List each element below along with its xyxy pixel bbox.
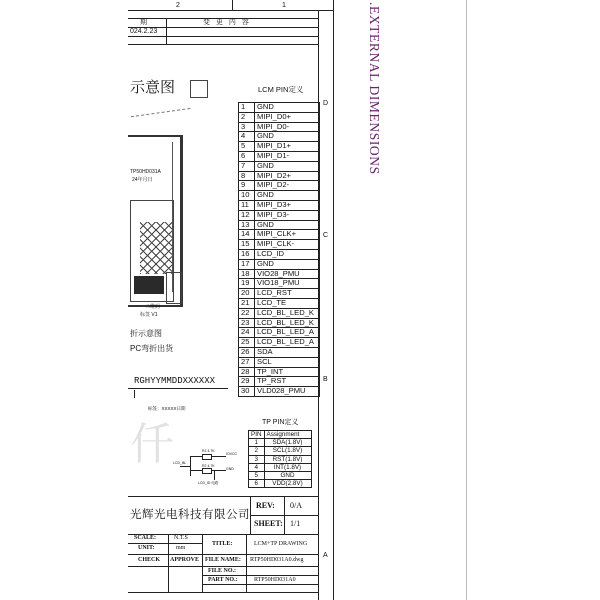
title-label: TITLE: [212,541,233,547]
filename-label: FILE NAME: [205,557,241,563]
company-name: 光辉光电科技有限公司 [130,509,250,521]
title-box [190,80,208,98]
tp-pin-row [249,480,312,488]
lcm-pin-number: 11 [239,200,255,210]
chip-label-2: 24年月日 [132,177,153,183]
lcm-pin-row [239,181,320,191]
lcm-pin-number: 12 [239,210,255,220]
lcm-pin-number: 17 [239,259,255,269]
scale-value: N.T.S [174,535,188,541]
lcm-pin-signal: MIPI_D1+ [255,142,320,152]
lcm-pin-number: 8 [239,171,255,181]
page-border-right [466,0,467,600]
partno-label: PART NO.: [208,577,238,583]
lcm-pin-signal: MIPI_D0- [255,122,320,132]
lcm-pin-row [239,210,320,220]
lcm-pin-number: 28 [239,367,255,377]
tp-pin-number: 1 [249,439,265,447]
circuit-vdd: IOVCC [226,452,238,456]
lcm-pin-number: 18 [239,269,255,279]
lcm-pin-signal: TP_INT [255,367,320,377]
tiny-code: 标签：XXXXX日期 [148,406,186,411]
fpc-bracket [166,272,182,304]
lcm-pin-signal: MIPI_CLK+ [255,230,320,240]
revision-date-header: 期 [140,19,147,26]
tp-pin-row [249,472,312,480]
fpc-connector [134,276,164,294]
frame-top [128,10,334,11]
lcm-pin-signal: GND [255,103,320,113]
lcm-pin-number: 1 [239,103,255,113]
lcm-pin-signal: SCL [255,357,320,367]
lcm-pin-number: 21 [239,298,255,308]
lcm-pin-number: 29 [239,377,255,387]
lcm-pin-signal: MIPI_D2+ [255,171,320,181]
revision-block [128,18,318,44]
tp-pin-assignment: SDA(1.8V) [264,439,311,447]
lcm-pin-signal: MIPI_D1- [255,151,320,161]
lcm-pin-number: 23 [239,318,255,328]
tp-pin-row [249,447,312,455]
caption-bend: 折示意图 [130,329,162,338]
lcm-pin-number: 13 [239,220,255,230]
code-line: RGHYYMMDDXXXXXX [134,376,216,386]
lcm-pin-row [239,347,320,357]
tp-table-title: TP PIN定义 [262,419,299,426]
circuit-gnd: GND [226,467,234,471]
lcm-pin-number: 20 [239,289,255,299]
circuit-schematic [170,446,240,496]
lcm-pin-row [239,289,320,299]
titleblock-top [128,496,318,497]
lcm-pin-number: 22 [239,308,255,318]
lcm-pin-row [239,249,320,259]
lcm-pin-row [239,259,320,269]
zone-col-1: 1 [282,2,286,9]
tp-header-pin: PIN [249,431,265,439]
lcm-pin-number: 2 [239,112,255,122]
code-tick [134,390,135,398]
lcm-pin-signal: VIO28_PMU [255,269,320,279]
lcm-pin-row [239,142,320,152]
tp-pin-row [249,463,312,471]
watermark-glyph: 仟 [130,419,174,470]
lcm-pin-number: 24 [239,328,255,338]
lcm-pin-number: 5 [239,142,255,152]
lcm-pin-number: 7 [239,161,255,171]
approve-label: APPROVE [170,557,199,563]
lcm-pin-number: 4 [239,132,255,142]
lcm-pin-number: 14 [239,230,255,240]
lcm-pin-number: 10 [239,191,255,201]
unit-label: UNIT: [138,545,155,551]
tp-pin-assignment: SCL(1.8V) [264,447,311,455]
lcm-pin-number: 30 [239,387,255,397]
lcm-pin-row [239,161,320,171]
sheet-value: 1/1 [290,519,301,528]
lcm-pin-signal: GND [255,161,320,171]
lcm-pin-row [239,112,320,122]
lcm-pin-number: 19 [239,279,255,289]
lcm-pin-number: 26 [239,347,255,357]
zone-row-d: D [323,100,329,107]
lcm-pin-row [239,191,320,201]
lcm-pin-signal: GND [255,191,320,201]
check-label: CHECK [138,557,161,563]
lcm-pin-number: 6 [239,151,255,161]
lcm-pin-signal: LCD_RST [255,289,320,299]
fpc-hatched-area [140,222,172,274]
lcm-pin-signal: MIPI_CLK- [255,240,320,250]
tp-header-assign: Assignment [264,431,311,439]
rev-label: REV: [256,501,275,510]
lcm-pin-number: 15 [239,240,255,250]
tb-v-rev [284,496,285,534]
lcm-pin-table [238,102,320,397]
lcm-pin-row [239,151,320,161]
lcm-pin-signal: MIPI_D3+ [255,200,320,210]
zone-row-a: A [323,552,328,559]
lcm-pin-row [239,387,320,397]
lcm-pin-row [239,338,320,348]
lcm-pin-row [239,200,320,210]
lcm-pin-signal: LCD_ID [255,249,320,259]
tp-pin-number: 2 [249,447,265,455]
lcm-pin-row [239,357,320,367]
lcm-pin-signal: MIPI_D0+ [255,112,320,122]
lcm-pin-row [239,240,320,250]
label-v1: 标签 V1 [140,312,158,318]
tp-pin-row [249,455,312,463]
lcm-pin-signal: LCD_BL_LED_K [255,308,320,318]
circuit-led: LCD_BL [173,461,187,465]
side-title: .EXTERNAL DIMENSIONS [367,2,382,175]
tp-pin-assignment: INT(1.8V) [264,463,311,471]
lcm-pin-signal: LCD_BL_LED_A [255,328,320,338]
lcm-table-title: LCM PIN定义 [258,85,304,94]
lcm-pin-signal: GND [255,220,320,230]
circuit-ldo: LCD_ID 电路 [198,481,219,485]
lcm-pin-signal: GND [255,259,320,269]
lcm-pin-signal: MIPI_D3- [255,210,320,220]
zone-row-c: C [323,232,329,239]
caption-fpc: PC弯折出货 [130,344,174,353]
lcm-pin-row [239,103,320,113]
lcm-pin-signal: GND [255,132,320,142]
sheet-label: SHEET: [254,519,283,528]
tp-pin-number: 3 [249,455,265,463]
lcm-pin-number: 25 [239,338,255,348]
scale-label: SCALE: [134,535,157,541]
code-underline [128,388,228,389]
tp-pin-assignment: RST(1.8V) [264,455,311,463]
bend-label: 二维码 [145,304,161,310]
tp-table-header [249,431,312,439]
zone-divider-top [232,0,233,10]
tp-pin-assignment: GND [264,472,311,480]
lcm-pin-row [239,122,320,132]
lcm-pin-row [239,298,320,308]
lcm-pin-number: 16 [239,249,255,259]
revision-change-header: 变 更 内 容 [203,19,251,26]
rev-value: 0/A [290,501,302,510]
frame-right [333,0,334,600]
tp-pin-assignment: VDD(2.8V) [264,480,311,488]
tp-pin-number: 6 [249,480,265,488]
lcm-pin-signal: MIPI_D2- [255,181,320,191]
panel-ticks [131,108,193,137]
lcm-pin-number: 3 [239,122,255,132]
lcm-pin-signal: TP_RST [255,377,320,387]
lcm-pin-signal: LCD_TE [255,298,320,308]
lcm-pin-signal: LCD_BL_LED_A [255,338,320,348]
revision-date-value: 024.2.23 [130,28,158,35]
chip-label-1: TP50HD031A [130,169,161,175]
zone-col-2: 2 [176,2,180,9]
lcm-pin-number: 27 [239,357,255,367]
lcm-pin-number: 9 [239,181,255,191]
tp-pin-number: 5 [249,472,265,480]
lcm-pin-signal: LCD_BL_LED_K [255,318,320,328]
lcm-pin-signal: SDA [255,347,320,357]
tp-pin-number: 4 [249,463,265,471]
circuit-r1: R1 4.7K [202,449,215,453]
zone-row-b: B [323,376,328,383]
unit-value: mm [176,545,186,551]
tp-pin-table [248,430,312,488]
title-block-grid [128,534,318,592]
title-value: LCM+TP DRAWING [254,541,308,547]
lcm-pin-signal: VIO18_PMU [255,279,320,289]
lcm-pin-signal: VLD028_PMU [255,387,320,397]
partno-value: RTP50HD031A0 [254,577,296,583]
lcm-pin-row [239,308,320,318]
circuit-r2: R2 4.7K [202,464,215,468]
filename-value: RTP50HD031A0.dwg [250,557,304,563]
diagram-title: 示意图 [130,79,176,96]
fileno-label: FILE NO.: [208,568,237,574]
tp-pin-row [249,439,312,447]
